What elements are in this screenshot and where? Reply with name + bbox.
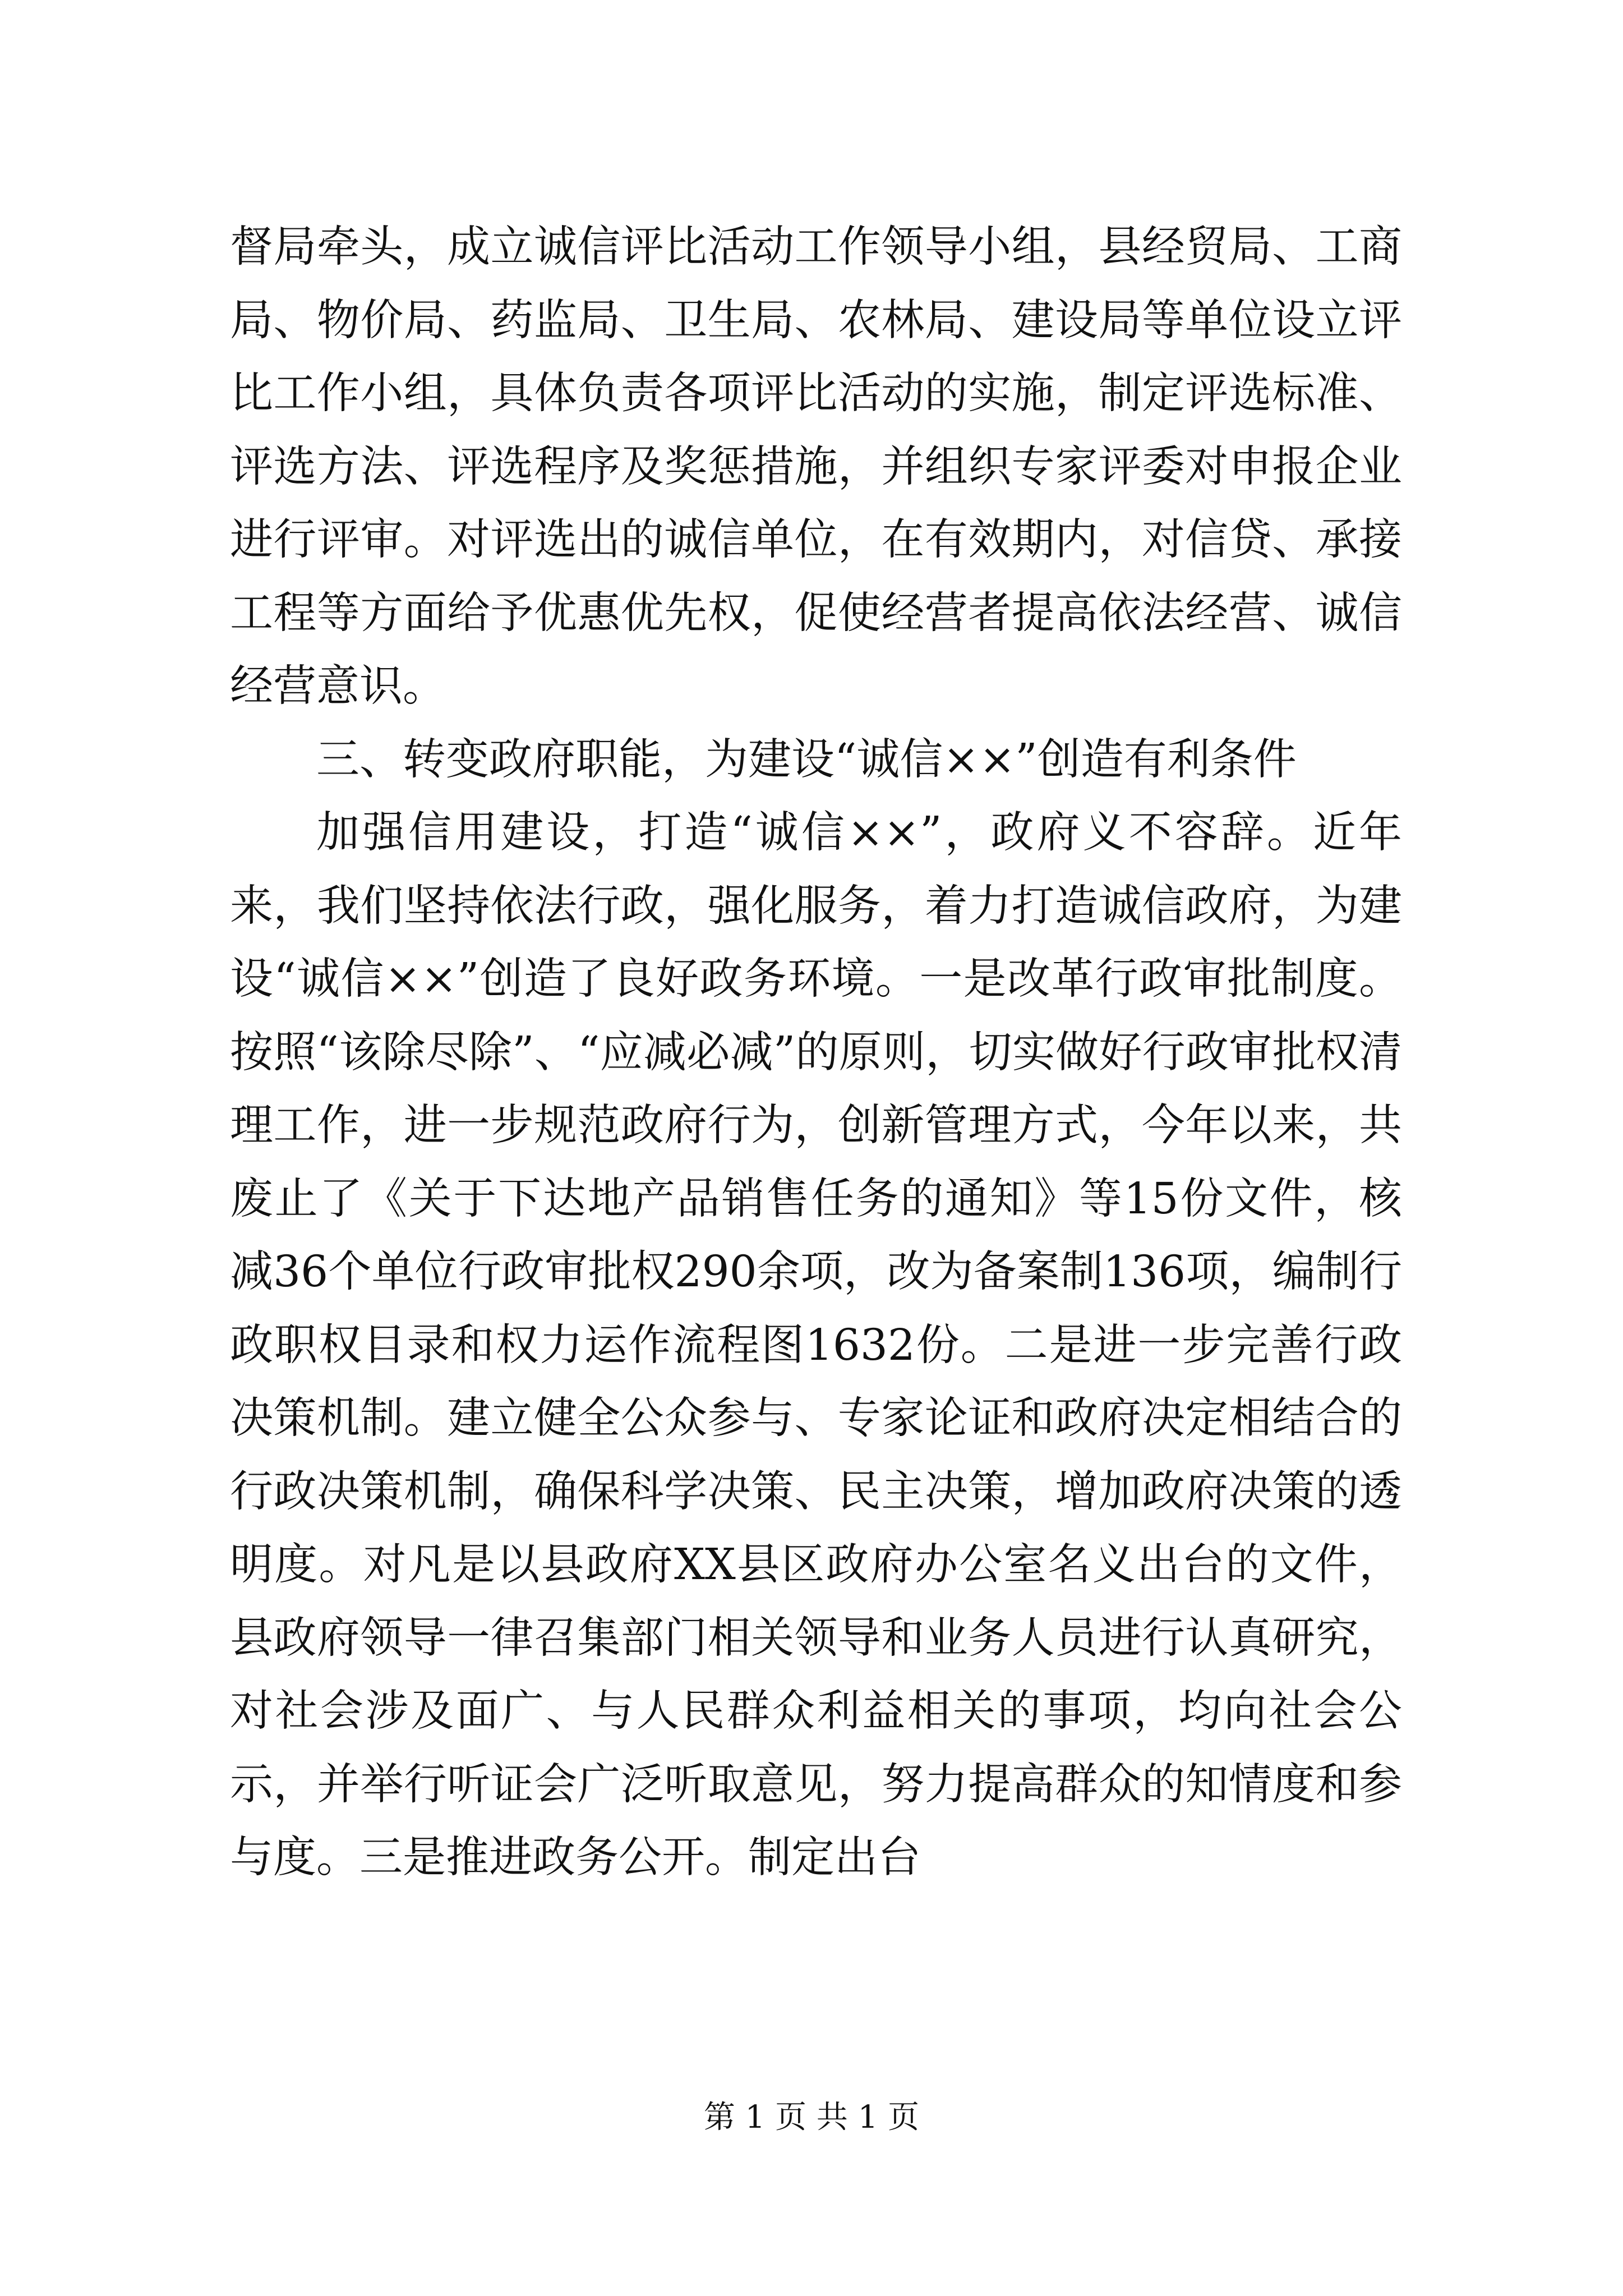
section-heading-3: 三、转变政府职能，为建设“诚信××”创造有利条件: [316, 734, 1297, 785]
paragraph-2: 加强信用建设，打造“诚信××”，政府义不容辞。近年来，我们坚持依法行政，强化服务，着力打造诚信政府，为建设“诚信××”创造了良好政务环境。一是改革行政审批制度。按照“该除尽除”、“应减必减”的原则，切实做好行政审批权清理工作，进一步规范政府行为，创新管理方式，今年以来，共废止了《关于下达地产品销售任务的通知》等15份文件，核减36个单位行政审批权290余项，改为备案制136项，编制行政职权目录和权力运作流程图1632份。二是进一步完善行政决策机制。建立健全公众参与、专家论证和政府决定相结合的行政决策机制，确保科学决策、民主决策，增加政府决策的透明度。对凡是以县政府XX县区政府办公室名义出台的文件，县政府领导一律召集部门相关领导和业务人员进行认真研究，对社会涉及面广、与人民群众利益相关的事项，均向社会公示，并举行听证会广泛听取意见，努力提高群众的知情度和参与度。三是推进政务公开。制定出台: [230, 808, 1402, 1883]
page-footer: 第 1 页 共 1 页: [703, 2099, 920, 2136]
document-body: [230, 211, 1402, 1895]
paragraph-1: 督局牵头，成立诚信评比活动工作领导小组，县经贸局、工商局、物价局、药监局、卫生局、农林局、建设局等单位设立评比工作小组，具体负责各项评比活动的实施，制定评选标准、评选方法、评选程序及奖惩措施，并组织专家评委对申报企业进行评审。对评选出的诚信单位，在有效期内，对信贷、承接工程等方面给予优惠优先权，促使经营者提高依法经营、诚信经营意识。: [230, 222, 1402, 711]
